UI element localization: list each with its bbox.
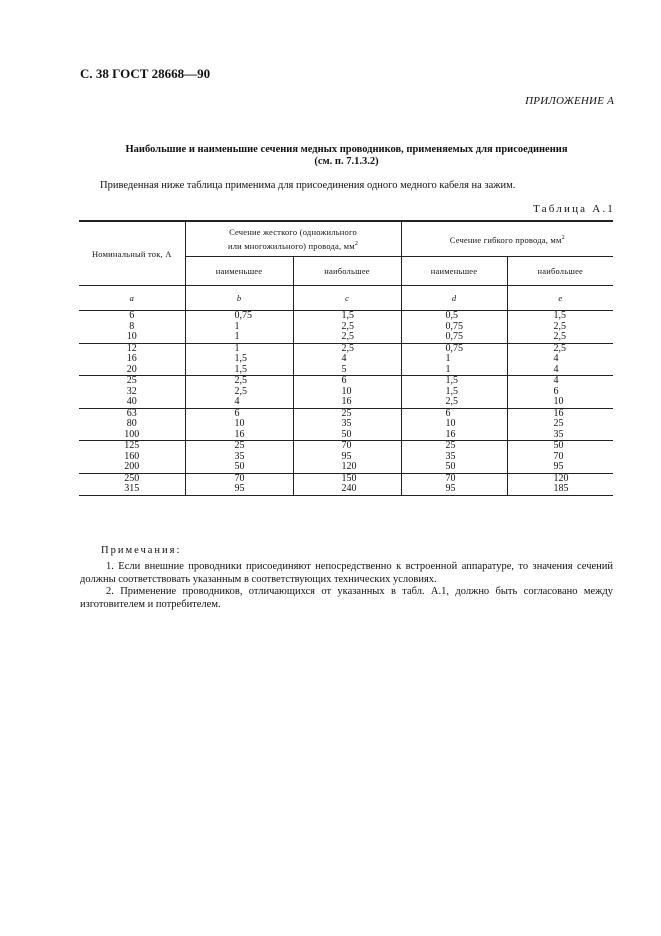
header-flex-max: наибольшее [507,257,613,286]
table-value: 2,5 [445,396,458,407]
note-2: 2. Применение проводников, отличающихся от указанных в табл. А.1, должно быть согласовано между изготовителем и потребителем. [80,586,613,610]
column-b-cell [185,441,293,474]
notes-title: Примечания: [101,545,182,556]
column-e-cell [507,311,613,344]
table-value: 1 [445,353,451,364]
table-value: 1,5 [234,363,247,375]
group-row [79,376,613,409]
table-value: 35 [234,450,245,462]
column-e-cell [507,441,613,474]
table-value: 1 [234,320,240,332]
table-value: 4 [553,375,559,386]
group-row [79,441,613,474]
table-value: 80 [126,418,137,429]
group-row [79,408,613,441]
table-value: 185 [553,483,569,494]
column-a-cell [79,408,185,441]
table-value: 20 [126,363,137,375]
table-value: 2,5 [341,320,354,332]
column-d-cell [401,408,507,441]
intro-text: Приведенная ниже таблица применима для присоединения одного медного кабеля на зажим. [100,180,516,191]
header-rigid-min: наименьшее [185,257,293,286]
letter-b: b [185,286,293,311]
table-value: 50 [553,440,564,451]
table-value: 1 [234,331,240,342]
table-value: 120 [553,472,569,484]
column-c-cell [293,441,401,474]
table-value: 6 [234,407,240,419]
table-value: 25 [234,440,245,451]
table-value: 2,5 [553,320,566,332]
table-value: 40 [126,396,137,407]
table-value: 95 [234,483,245,494]
table-value: 70 [445,472,456,484]
data-table [79,220,613,496]
table-value: 16 [126,353,137,364]
column-a-cell [79,376,185,409]
table-value: 315 [124,483,140,494]
column-c-cell [293,408,401,441]
table-value: 2,5 [234,385,247,397]
column-a-cell [79,441,185,474]
table-value: 10 [234,418,245,429]
table-value: 4 [553,353,559,364]
column-e-cell [507,473,613,495]
column-c-cell [293,311,401,344]
table-value: 35 [445,450,456,462]
table-value: 0,75 [445,320,463,332]
table-value: 120 [341,461,357,472]
table-value: 6 [129,310,135,321]
column-b-cell [185,408,293,441]
header-rigid-section [185,221,401,257]
title-line-2: (см. п. 7.1.3.2) [314,156,379,167]
table-value: 160 [124,450,140,462]
table-value: 25 [553,418,564,429]
table-value: 95 [445,483,456,494]
group-row [79,311,613,344]
appendix-label: ПРИЛОЖЕНИЕ А [525,95,614,107]
table-value: 0,5 [445,310,458,321]
table-value: 150 [341,472,357,484]
table-value: 1 [445,363,451,375]
letter-d: d [401,286,507,311]
column-a-cell [79,473,185,495]
table-value: 12 [126,342,137,354]
letters-row [79,286,613,311]
table-value: 200 [124,461,140,472]
table-value: 25 [341,407,352,419]
table-value: 1,5 [234,353,247,364]
table-value: 1 [234,342,240,354]
column-b-cell [185,311,293,344]
table-value: 95 [341,450,352,462]
table-value: 50 [341,428,352,440]
column-a-cell [79,343,185,376]
table-value: 63 [126,407,137,419]
table-caption: Таблица А.1 [533,203,615,215]
table-value: 70 [553,450,564,462]
table-value: 25 [126,375,137,386]
table-value: 10 [445,418,456,429]
header-flex-min: наименьшее [401,257,507,286]
table-value: 1,5 [445,375,458,386]
table-value: 70 [341,440,352,451]
table-value: 2,5 [234,375,247,386]
table-value: 100 [124,428,140,440]
header-row-1 [79,221,613,257]
column-c-cell [293,343,401,376]
table-value: 25 [445,440,456,451]
table-value: 16 [234,428,245,440]
table-value: 4 [553,363,559,375]
table-value: 35 [553,428,564,440]
page-header: С. 38 ГОСТ 28668—90 [80,66,211,81]
header-nominal-current: Номинальный ток, А [79,221,185,286]
column-e-cell [507,376,613,409]
table-value: 70 [234,472,245,484]
table-title [80,144,613,168]
letter-a: a [79,286,185,311]
header-rigid-max: наибольшее [293,257,401,286]
table-value: 240 [341,483,357,494]
table-value: 5 [341,363,347,375]
table-value: 16 [445,428,456,440]
table-value: 6 [553,385,559,397]
header-flex-sup: 2 [561,235,565,242]
table-value: 4 [341,353,347,364]
table-value: 250 [124,472,140,484]
table-value: 10 [341,385,352,397]
header-rigid-line-2: или многожильного) провода, $мм^2$ [227,240,359,251]
letter-c: c [293,286,401,311]
table-value: 10 [553,396,564,407]
table-value: 50 [234,461,245,472]
column-b-cell [185,343,293,376]
table-value: 0,75 [445,331,463,342]
table-value: 1,5 [341,310,354,321]
column-c-cell [293,473,401,495]
note-1: 1. Если внешние проводники присоединяют непосредственно к встроенной аппаратуре, то значения сечений должны соответствовать указанным в соответствующих технических условиях. [80,561,613,585]
group-row [79,343,613,376]
table-value: 0,75 [445,342,463,354]
table-value: 0,75 [234,310,252,321]
table-value: 2,5 [341,342,354,354]
table-value: 6 [341,375,347,386]
header-rigid-line-1: Сечение жесткого (одножильного [229,227,357,238]
column-e-cell [507,343,613,376]
column-c-cell [293,376,401,409]
column-a-cell [79,311,185,344]
table-value: 8 [129,320,135,332]
column-d-cell [401,311,507,344]
table-value: 2,5 [553,331,566,342]
column-d-cell [401,343,507,376]
column-e-cell [507,408,613,441]
table-value: 1,5 [553,310,566,321]
table-value: 50 [445,461,456,472]
column-d-cell [401,376,507,409]
table-value: 16 [341,396,352,407]
column-d-cell [401,441,507,474]
letter-e: e [507,286,613,311]
table-value: 2,5 [341,331,354,342]
title-line-1: Наибольшие и наименьшие сечения медных проводников, применяемых для присоединения [125,144,568,155]
table-value: 35 [341,418,352,429]
header-flex-section: Сечение гибкого провода, $мм^2$ [401,221,613,257]
table-value: 2,5 [553,342,566,354]
table-value: 32 [126,385,137,397]
table-value: 16 [553,407,564,419]
column-b-cell [185,473,293,495]
table-value: 95 [553,461,564,472]
table-value: 6 [445,407,451,419]
column-d-cell [401,473,507,495]
table-value: 125 [124,440,140,451]
group-row [79,473,613,495]
header-rigid-sup: 2 [354,241,359,248]
table-value: 4 [234,396,240,407]
table-value: 10 [126,331,137,342]
table-value: 1,5 [445,385,458,397]
column-b-cell [185,376,293,409]
